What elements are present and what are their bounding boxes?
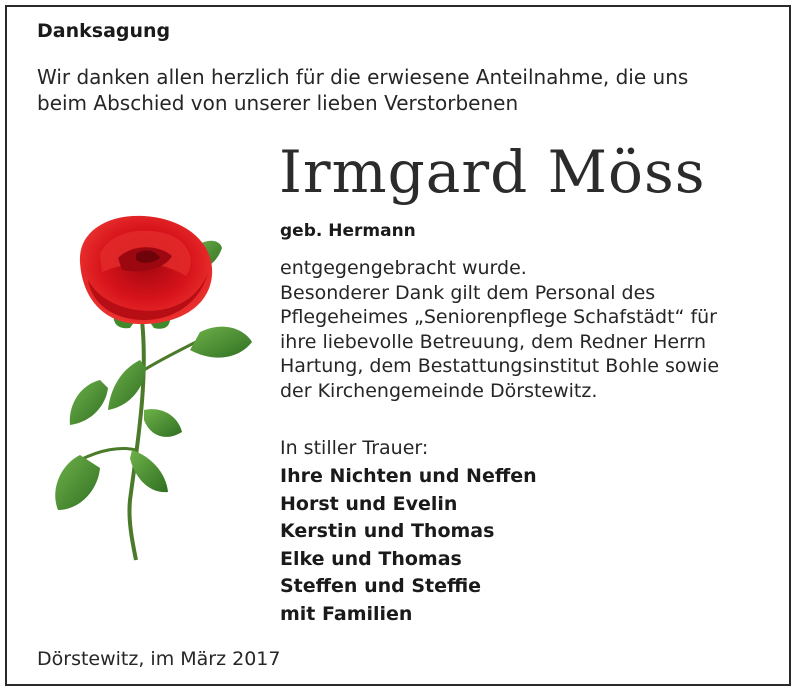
intro-line: beim Abschied von unserer lieben Verstorbenen (37, 91, 519, 115)
thanks-text (280, 256, 719, 403)
thanks-line: entgegengebracht wurde. (280, 257, 527, 279)
signer: Ihre Nichten und Neffen (280, 465, 537, 487)
signer: Elke und Thomas (280, 547, 462, 570)
signer: Steffen und Steffie (280, 575, 482, 597)
thanks-line: Hartung, dem Bestattungsinstitut Bohle sowie (280, 355, 720, 377)
notice-heading: Danksagung (37, 20, 171, 42)
signers-list (280, 463, 537, 628)
thanks-line: ihre liebevolle Betreuung, dem Redner Herrn (280, 330, 707, 353)
intro-line: Wir danken allen herzlich für die erwiesene Anteilnahme, die uns (37, 65, 689, 89)
signer: mit Familien (280, 602, 413, 625)
thanks-line: Besonderer Dank gilt dem Personal des (280, 281, 656, 304)
place-date: Dörstewitz, im März 2017 (37, 648, 281, 670)
mourning-label: In stiller Trauer: (280, 437, 429, 459)
signer: Horst und Evelin (280, 492, 458, 515)
red-rose-icon (40, 210, 260, 570)
intro-text (37, 64, 688, 116)
birth-name: geb. Hermann (280, 221, 416, 241)
thanks-line: der Kirchengemeinde Dörstewitz. (280, 379, 598, 402)
signer: Kerstin und Thomas (280, 520, 495, 542)
thanks-line: Pflegeheimes „Seniorenpflege Schafstädt“ für (280, 306, 717, 328)
deceased-name: Irmgard Möss (279, 138, 706, 206)
